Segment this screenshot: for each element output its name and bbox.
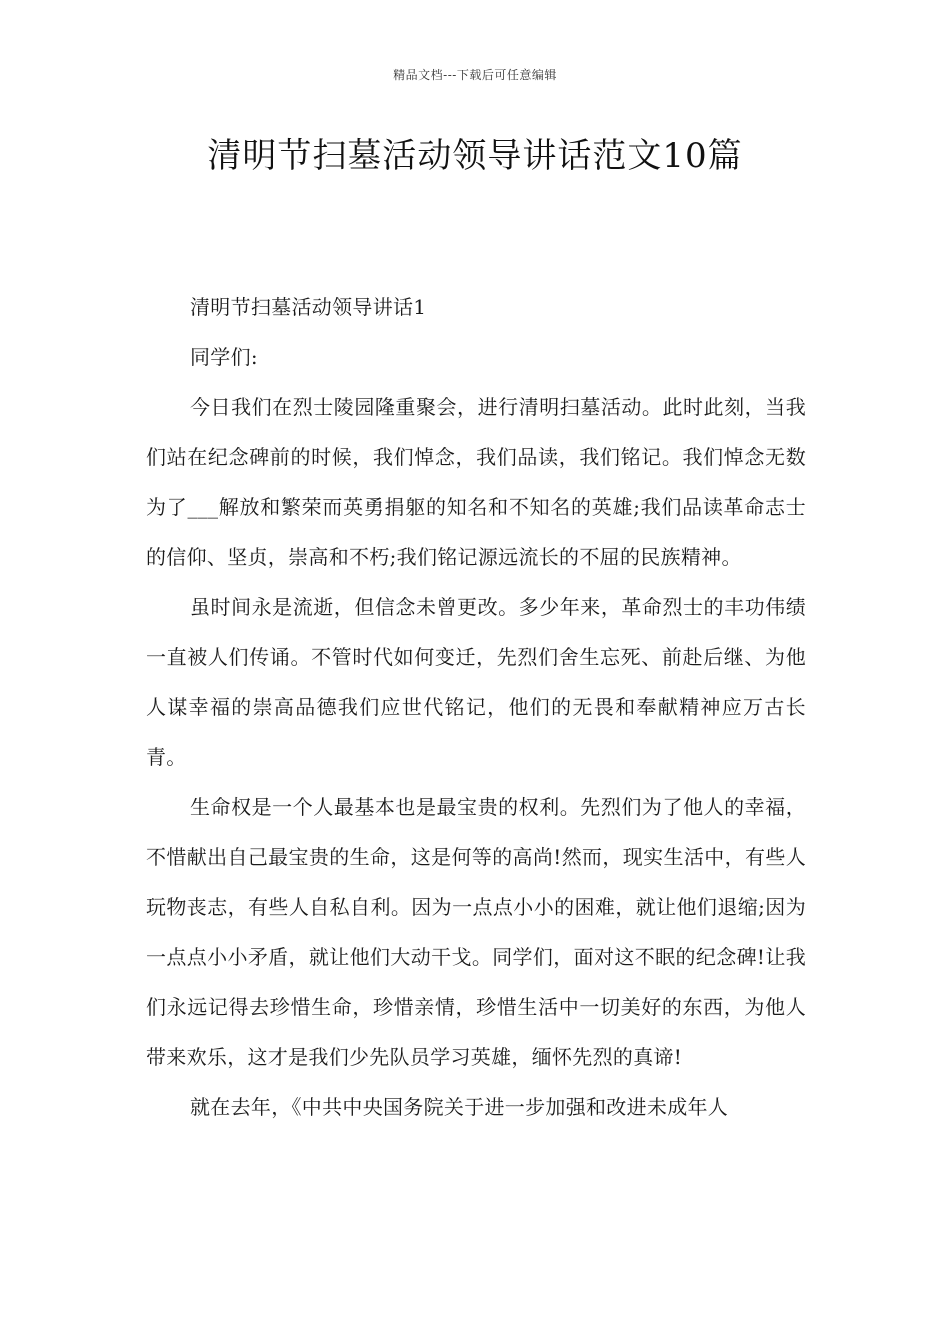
header-note: 精品文档---下载后可任意编辑 [393,68,557,82]
document-body [146,282,806,1132]
paragraph-4: 就在去年，《中共中央国务院关于进一步加强和改进未成年人 [190,1095,729,1119]
paragraph-1: 今日我们在烈士陵园隆重聚会，进行清明扫墓活动。此时此刻，当我们站在纪念碑前的时候，我们悼念，我们品读，我们铭记。我们悼念无数为了___解放和繁荣而英勇捐躯的知名和不知名的英雄;我们品读革命志士的信仰、坚贞，崇高和不朽;我们铭记源远流长的不屈的民族精神。 [146,395,806,569]
paragraph-2: 虽时间永是流逝，但信念未曾更改。多少年来，革命烈士的丰功伟绩一直被人们传诵。不管时代如何变迁，先烈们舍生忘死、前赴后继、为他人谋幸福的崇高品德我们应世代铭记，他们的无畏和奉献精神应万古长青。 [146,595,806,769]
document-title: 清明节扫墓活动领导讲话范文10篇 [207,136,743,176]
salutation: 同学们: [190,345,258,369]
section-heading: 清明节扫墓活动领导讲话1 [190,295,427,319]
paragraph-3: 生命权是一个人最基本也是最宝贵的权利。先烈们为了他人的幸福，不惜献出自己最宝贵的生命，这是何等的高尚!然而，现实生活中，有些人玩物丧志，有些人自私自利。因为一点点小小的困难，就让他们退缩;因为一点点小小矛盾，就让他们大动干戈。同学们，面对这不眠的纪念碑!让我们永远记得去珍惜生命，珍惜亲情，珍惜生活中一切美好的东西，为他人带来欢乐，这才是我们少先队员学习英雄，缅怀先烈的真谛! [146,795,806,1069]
